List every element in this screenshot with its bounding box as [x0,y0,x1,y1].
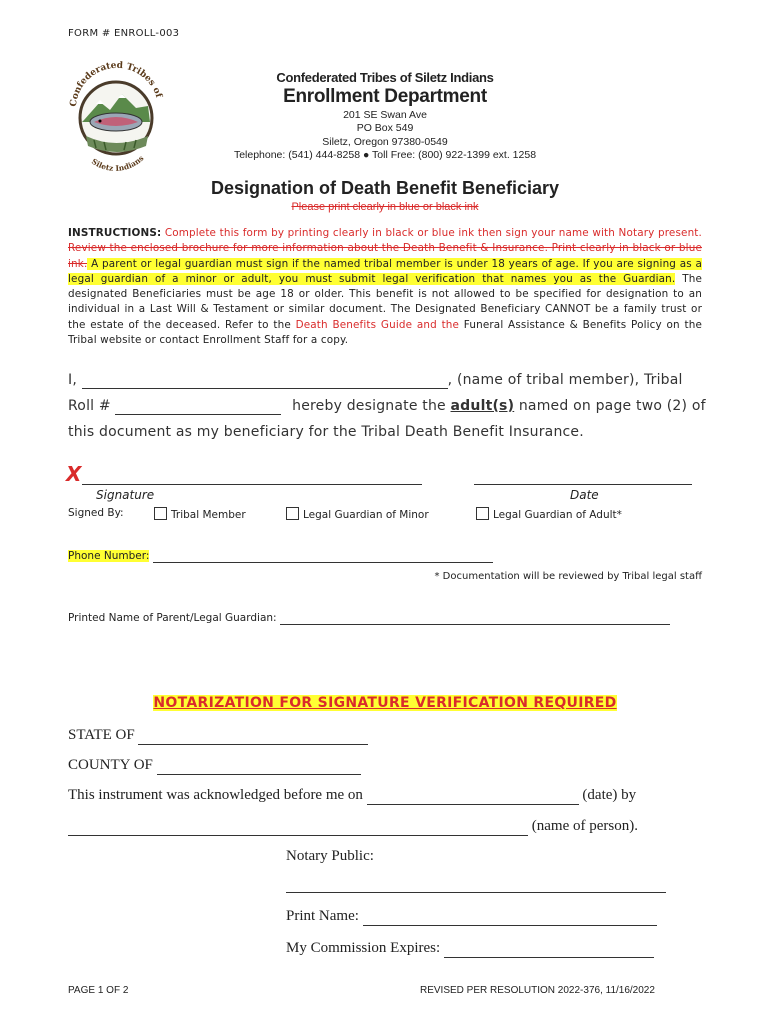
phone-row [68,550,493,563]
option-label: Legal Guardian of Adult* [493,509,622,521]
date-field[interactable] [474,484,692,485]
signature-label: Signature [96,488,155,502]
statement-line-1 [68,372,683,389]
department-name: Enrollment Department [283,86,487,107]
tribal-member-name-field[interactable] [82,372,448,389]
phone-label: Phone Number: [68,550,150,562]
statement-i-label: I, [68,372,77,388]
county-label: COUNTY OF [68,757,153,773]
state-field[interactable] [138,727,368,745]
acknowledgement-date-field[interactable] [367,787,579,805]
signature-x-mark: X [66,462,82,486]
logo-arc-bottom: Siletz Indians [89,153,146,173]
option-label: Legal Guardian of Minor [303,509,429,521]
acknowledgement-row [68,787,636,805]
person-name-row [68,818,638,836]
contact-phone: Telephone: (541) 444-8258 ● Toll Free: (800) 922-1399 ext. 1258 [233,149,537,161]
address-city: Siletz, Oregon 97380-0549 [322,136,448,148]
death-benefits-guide-link[interactable]: Death Benefits Guide and the [295,318,460,331]
print-name-label: Print Name: [286,908,359,924]
documentation-note: * Documentation will be reviewed by Tribal legal staff [434,571,702,582]
signed-by-label: Signed By: [68,507,124,519]
option-label: Tribal Member [171,509,246,521]
page-number: PAGE 1 OF 2 [68,985,129,996]
signature-field[interactable] [82,484,422,485]
instructions-end-text: Funeral Assistance & Benefits Policy on the Tribal website or contact Enrollment Staff for a copy. [68,318,702,347]
adults-emphasis: adult(s) [450,398,515,414]
printed-name-row [68,612,670,625]
instructions-highlight-text: A parent or legal guardian must sign if the named tribal member is under 18 years of age. If you are signing as a legal guardian of a minor or adult, you must submit legal verification that names you as the Guardian. [68,257,702,285]
checkbox-tribal-member[interactable] [154,507,167,520]
instructions-block [68,226,702,348]
date-label: Date [570,488,599,502]
printed-name-label: Printed Name of Parent/Legal Guardian: [68,612,277,624]
designate-text: hereby designate the [292,398,446,414]
logo-arc-top: Confederated Tribes of [68,60,164,108]
option-tribal-member[interactable] [154,507,246,521]
print-name-row [286,908,657,926]
date-by-text: (date) by [582,787,637,803]
notary-public-label: Notary Public: [286,848,374,864]
instructions-label: INSTRUCTIONS: [68,227,162,239]
address-street: 201 SE Swan Ave [343,109,427,121]
instructions-red-text: Complete this form by printing clearly in black or blue ink then sign your name with Notary present. [161,227,702,239]
roll-number-field[interactable] [115,398,281,415]
instructions-normal-text: The designated Beneficiaries must be age 18 or older. This benefit is not allowed to be specified for designation to an individual in a Last Will & Testament or similar document. The Designated Beneficiary CANNOT be a family trust or the estate of the deceased. Refer to the [68,272,703,331]
instructions-strike-text: Review the enclosed brochure for more information about the Death Benefit & Insurance. Print clearly in black or blue ink. [68,242,702,270]
notary-signature-field[interactable] [286,892,666,893]
revision-note: REVISED PER RESOLUTION 2022-376, 11/16/2022 [420,985,655,996]
notary-heading [0,692,770,711]
form-id: FORM # ENROLL-003 [68,28,180,39]
person-name-field[interactable] [68,818,528,836]
option-guardian-adult[interactable] [476,507,622,521]
document-subtitle: Please print clearly in blue or black ink [291,201,479,213]
statement-line-2 [68,398,706,415]
checkbox-guardian-adult[interactable] [476,507,489,520]
state-row [68,727,368,745]
county-field[interactable] [157,757,361,775]
acknowledgement-text: This instrument was acknowledged before me on [68,787,363,803]
phone-number-field[interactable] [153,550,493,563]
address-po-box: PO Box 549 [356,122,414,134]
statement-line-3: this document as my beneficiary for the Tribal Death Benefit Insurance. [68,424,584,440]
option-guardian-minor[interactable] [286,507,429,521]
commission-expires-field[interactable] [444,940,654,958]
checkbox-guardian-minor[interactable] [286,507,299,520]
notary-print-name-field[interactable] [363,908,657,926]
printed-name-field[interactable] [280,612,670,625]
notary-heading-text: NOTARIZATION FOR SIGNATURE VERIFICATION REQUIRED [153,695,617,711]
document-title: Designation of Death Benefit Beneficiary [210,178,560,198]
roll-label: Roll # [68,398,111,414]
organization-name: Confederated Tribes of Siletz Indians [276,70,494,85]
name-of-person-text: (name of person). [531,818,638,834]
statement-name-suffix: , (name of tribal member), Tribal [447,372,683,388]
designate-end: named on page two (2) of [518,398,706,414]
state-label: STATE OF [68,727,135,743]
commission-row [286,940,654,958]
county-row [68,757,361,775]
commission-label: My Commission Expires: [286,940,441,956]
